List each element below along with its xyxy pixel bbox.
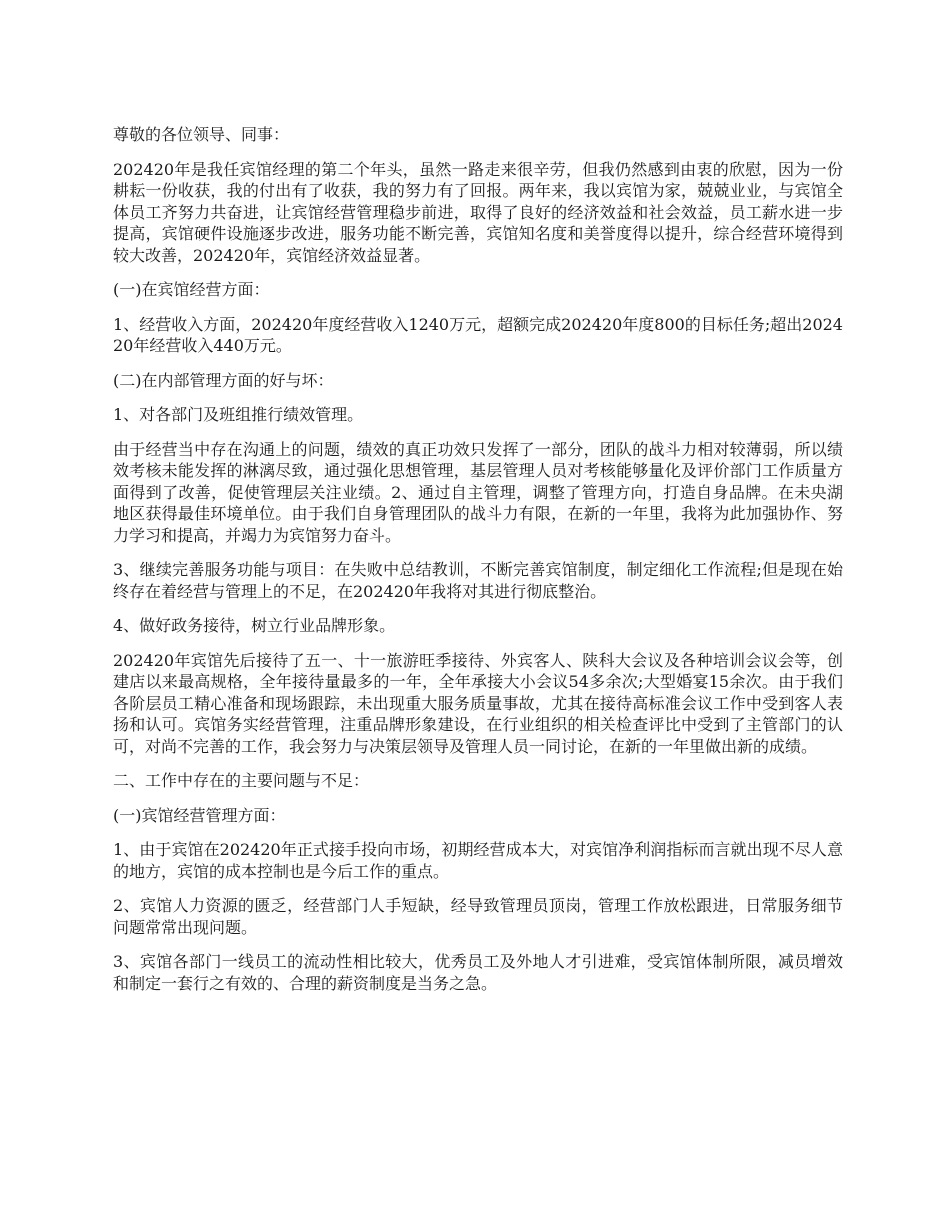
section-heading-operations: (一)在宾馆经营方面： (113, 280, 270, 299)
paragraph-revenue: 1、经营收入方面，202420年度经营收入1240万元，超额完成202420年度800的目标任务;超出202420年经营收入440万元。 (113, 314, 843, 355)
problem-item-cost: 1、由于宾馆在202420年正式接手投向市场，初期经营成本大，对宾馆净利润指标而言就出现不尽人意的地方，宾馆的成本控制也是今后工作的重点。 (113, 840, 843, 881)
section-heading-internal-management: (二)在内部管理方面的好与坏： (113, 370, 334, 390)
item-performance-management: 1、对各部门及班组推行绩效管理。 (113, 405, 364, 424)
subsection-heading-management: (一)宾馆经营管理方面： (113, 805, 286, 825)
problem-item-staffing: 2、宾馆人力资源的匮乏，经营部门人手短缺，经导致管理员顶岗，管理工作放松跟进，日常服务细节问题常常出现问题。 (113, 896, 843, 937)
item-government-reception: 4、做好政务接待，树立行业品牌形象。 (113, 616, 396, 635)
document-body (113, 124, 843, 1007)
section-heading-problems: 二、工作中存在的主要问题与不足： (113, 771, 370, 790)
item-service-improvement: 3、继续完善服务功能与项目：在失败中总结教训，不断完善宾馆制度，制定细化工作流程;但是现在始终存在着经营与管理上的不足，在202420年我将对其进行彻底整治。 (113, 560, 843, 601)
paragraph-performance-details: 由于经营当中存在沟通上的问题，绩效的真正功效只发挥了一部分，团队的战斗力相对较薄弱，所以绩效考核未能发挥的淋漓尽致，通过强化思想管理，基层管理人员对考核能够量化及评价部门工作质量方面得到了改善，促使管理层关注业绩。2、通过自主管理，调整了管理方向，打造自身品牌。在未央湖地区获得最佳环境单位。由于我们自身管理团队的战斗力有限，在新的一年里，我将为此加强协作、努力学习和提高，并竭力为宾馆努力奋斗。 (113, 439, 843, 545)
paragraph-reception-details: 202420年宾馆先后接待了五一、十一旅游旺季接待、外宾客人、陕科大会议及各种培训会议会等，创建店以来最高规格，全年接待量最多的一年，全年承接大小会议54多余次;大型婚宴15余次。由于我们各阶层员工精心准备和现场跟踪，未出现重大服务质量事故，尤其在接待高标准会议工作中受到客人表扬和认可。宾馆务实经营管理，注重品牌形象建设，在行业组织的相关检查评比中受到了主管部门的认可，对尚不完善的工作，我会努力与决策层领导及管理人员一同讨论，在新的一年里做出新的成绩。 (113, 650, 843, 756)
problem-item-turnover: 3、宾馆各部门一线员工的流动性相比较大，优秀员工及外地人才引进难，受宾馆体制所限，减员增效和制定一套行之有效的、合理的薪资制度是当务之急。 (113, 952, 843, 993)
salutation: 尊敬的各位领导、同事： (113, 125, 290, 144)
paragraph-intro: 202420年是我任宾馆经理的第二个年头，虽然一路走来很辛劳，但我仍然感到由衷的欣慰，因为一份耕耘一份收获，我的付出有了收获，我的努力有了回报。两年来，我以宾馆为家，兢兢业业，与宾馆全体员工齐努力共奋进，让宾馆经营管理稳步前进，取得了良好的经济效益和社会效益，员工薪水进一步提高，宾馆硬件设施逐步改进，服务功能不断完善，宾馆知名度和美誉度得以提升，综合经营环境得到较大改善，202420年，宾馆经济效益显著。 (113, 159, 843, 265)
